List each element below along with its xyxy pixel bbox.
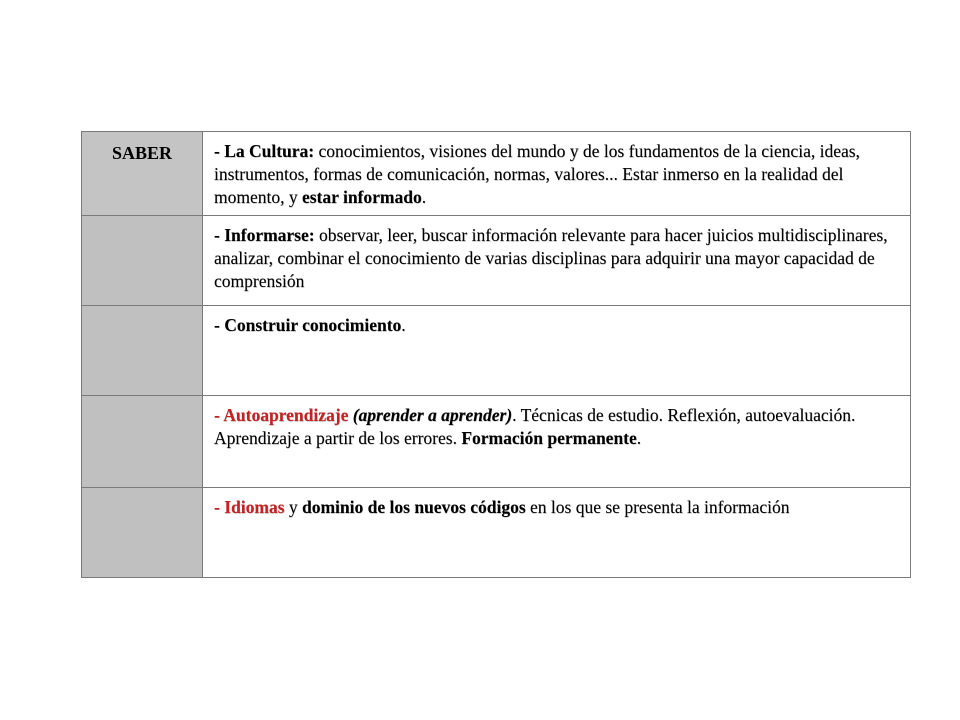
end-punct: . bbox=[421, 187, 427, 207]
text-cultura: conocimientos, visiones del mundo y de los fundamentos de la ciencia, ideas, instrumentos, formas de comunicación, normas, valores... Estar inmerso en la realidad del momento, y bbox=[214, 141, 860, 207]
term-dominio-nuevos-codigos: dominio de los nuevos códigos bbox=[302, 497, 526, 517]
row-label-cell bbox=[82, 396, 203, 488]
text-informarse: observar, leer, buscar información relevante para hacer juicios multidisciplinares, analizar, combinar el conocimiento de varias disciplinas para adquirir una mayor capacidad de comprensión bbox=[214, 225, 888, 291]
row-label-cell bbox=[82, 132, 203, 216]
term-formacion-permanente: Formación permanente bbox=[461, 428, 637, 448]
table-row bbox=[82, 488, 911, 578]
dash: - bbox=[214, 405, 224, 425]
table-row bbox=[82, 396, 911, 488]
text-y: y bbox=[284, 497, 302, 517]
row-content-informarse bbox=[203, 216, 911, 306]
row-label-cell bbox=[82, 216, 203, 306]
table-row bbox=[82, 306, 911, 396]
text-autoaprendizaje: . Técnicas de estudio. Reflexión, autoevaluación. Aprendizaje a partir de los errores. bbox=[214, 405, 856, 448]
row-content-autoaprendizaje bbox=[203, 396, 911, 488]
term-cultura: La Cultura: bbox=[224, 141, 315, 161]
dash: - bbox=[214, 225, 225, 245]
dash: - bbox=[214, 315, 225, 335]
term-estar-informado: estar informado bbox=[301, 187, 422, 207]
dash: - bbox=[214, 497, 225, 517]
table-row bbox=[82, 216, 911, 306]
table-row bbox=[82, 132, 911, 216]
term-autoaprendizaje: Autoaprendizaje bbox=[223, 405, 349, 425]
row-content-cultura bbox=[203, 132, 911, 216]
end-punct: . bbox=[636, 428, 642, 448]
italic-aprender-a-aprender: (aprender a aprender) bbox=[352, 405, 513, 425]
dash: - bbox=[214, 141, 225, 161]
term-informarse: Informarse: bbox=[224, 225, 315, 245]
row-content-construir bbox=[203, 306, 911, 396]
row-label-cell bbox=[82, 488, 203, 578]
text-idiomas-end: en los que se presenta la información bbox=[525, 497, 790, 517]
row-label-cell bbox=[82, 306, 203, 396]
row-content-idiomas bbox=[203, 488, 911, 578]
end-punct: . bbox=[401, 315, 406, 335]
saber-label: SABER bbox=[111, 143, 173, 163]
saber-table bbox=[81, 131, 911, 578]
term-construir-conocimiento: Construir conocimiento bbox=[224, 315, 402, 335]
term-idiomas: Idiomas bbox=[224, 497, 285, 517]
